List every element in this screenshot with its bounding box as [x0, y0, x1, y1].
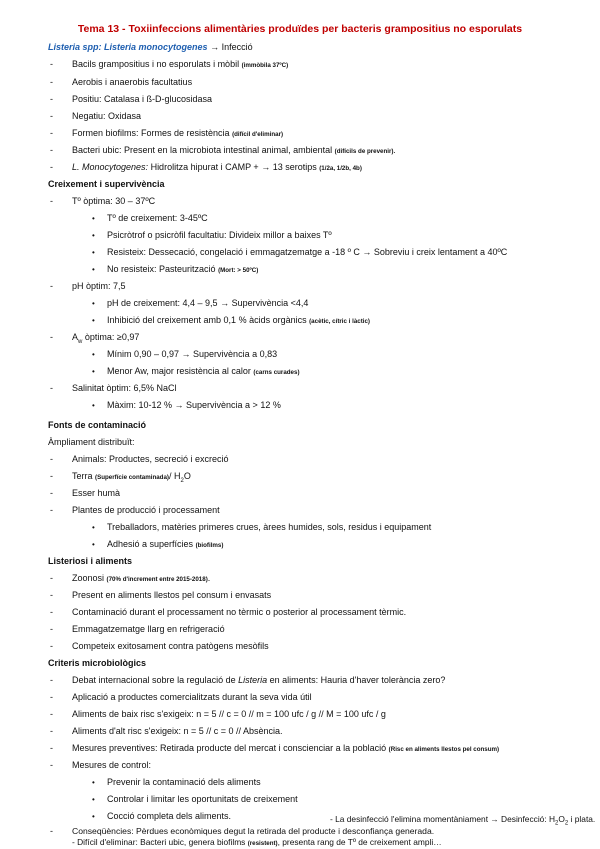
source-sub-item: Treballadors, matèries primeres crues, àrees humides, sols, residus i equipament — [107, 522, 432, 532]
dash-bullet: - — [50, 332, 53, 342]
intro-line — [48, 42, 253, 53]
trait-item: L. Monocytogenes: Hidrolitza hipurat i CAMP + → 13 serotips (1/2a, 1/2b, 4b) — [72, 162, 362, 172]
dash-bullet: - — [50, 128, 53, 138]
dash-bullet: - — [50, 743, 53, 753]
dot-bullet: • — [92, 299, 95, 308]
listeriosis-item: Present en aliments llestos pel consum i envasats — [72, 590, 272, 600]
source-item: Esser humà — [72, 488, 121, 498]
dot-bullet: • — [92, 265, 95, 274]
species-label: Listeria spp: Listeria monocytogenes — [48, 42, 208, 52]
listeriosis-item: Contaminació durant el processament no tèrmic o posterior al processament tèrmic. — [72, 607, 407, 617]
dash-bullet: - — [50, 726, 53, 736]
dash-bullet: - — [50, 607, 53, 617]
dash-bullet: - — [50, 454, 53, 464]
criteria-item: Aliments d'alt risc s'exigeix: n = 5 // c = 0 // Absència. — [72, 726, 283, 736]
aw-item: Mínim 0,90 – 0,97 → Supervivència a 0,83 — [107, 349, 278, 359]
trait-item: Bacils grampositius i no esporulats i mòbil (immòbila 37ºC) — [72, 59, 289, 69]
dash-bullet: - — [50, 111, 53, 121]
listeriosis-item: Competeix exitosament contra patògens mesòfils — [72, 641, 269, 651]
source-item: Animals: Productes, secreció i excreció — [72, 454, 229, 464]
salt-item: Màxim: 10-12 % → Supervivència a > 12 % — [107, 400, 281, 410]
dash-bullet: - — [50, 641, 53, 651]
dash-bullet: - — [50, 94, 53, 104]
dot-bullet: • — [92, 248, 95, 257]
dash-bullet: - — [50, 709, 53, 719]
criteria-item: Aplicació a productes comercialitzats durant la seva vida útil — [72, 692, 312, 702]
source-item: Terra (Superfície contaminada)/ $H_2O$ — [72, 471, 191, 484]
dash-bullet: - — [50, 590, 53, 600]
criteria-item: Aliments de baix risc s'exigeix: n = 5 // c = 0 // m = 100 ufc / g // M = 100 ufc / g — [72, 709, 386, 719]
growth-temp: Tº òptima: 30 – 37ºC — [72, 196, 156, 206]
temp-item: No resisteix: Pasteurització (Mort: > 50ºC) — [107, 264, 259, 274]
ph-item: pH de creixement: 4,4 – 9,5 → Supervivència <4,4 — [107, 298, 309, 308]
criteria-item: Mesures de control: — [72, 760, 152, 770]
listeriosis-item: Zoonosi (70% d'increment entre 2015-2018). — [72, 573, 211, 583]
dash-bullet: - — [50, 196, 53, 206]
criteria-final-item: - Difícil d'eliminar: Bacteri ubic, genera biofilms (resistent), presenta rang de Tº de creixement ampli… — [72, 837, 442, 847]
document-title: Tema 13 - Toxiinfeccions alimentàries produïdes per bacteris grampositius no esporulats — [77, 23, 523, 35]
trait-item: Bacteri ubic: Present en la microbiota intestinal animal, ambiental (difícils de prevenir). — [72, 145, 396, 155]
criteria-item: Debat internacional sobre la regulació de Listeria en aliments: Hauria d'haver tolerància zero? — [72, 675, 446, 685]
trait-item: Positiu: Catalasa i ß-D-glucosidasa — [72, 94, 213, 104]
temp-item: Psicròtrof o psicròfil facultatiu: Divideix millor a baixes Tº — [107, 230, 332, 240]
dash-bullet: - — [50, 145, 53, 155]
dot-bullet: • — [92, 401, 95, 410]
dot-bullet: • — [92, 812, 95, 821]
dot-bullet: • — [92, 540, 95, 549]
trait-item: Formen biofilms: Formes de resistència (difícil d'eliminar) — [72, 128, 284, 138]
section-heading-growth: Creixement i supervivència — [48, 179, 165, 189]
sources-intro: Àmpliament distribuït: — [48, 437, 135, 447]
growth-salt: Salinitat òptim: 6,5% NaCl — [72, 383, 177, 393]
dot-bullet: • — [92, 231, 95, 240]
dash-bullet: - — [50, 826, 53, 836]
criteria-item: Mesures preventives: Retirada producte del mercat i conscienciar a la població (Risc en aliments llestos pel consum) — [72, 743, 500, 753]
trait-item: Aerobis i anaerobis facultatius — [72, 77, 193, 87]
dot-bullet: • — [92, 778, 95, 787]
dash-bullet: - — [50, 675, 53, 685]
dash-bullet: - — [50, 760, 53, 770]
intro-after: Infecció — [221, 42, 253, 52]
growth-aw: $A_w$ òptima: ≥0,97 — [72, 332, 140, 345]
section-heading-sources: Fonts de contaminació — [48, 420, 147, 430]
trait-item: Negatiu: Oxidasa — [72, 111, 142, 121]
dot-bullet: • — [92, 523, 95, 532]
ph-item: Inhibició del creixement amb 0,1 % àcids orgànics (acètic, cítric i làctic) — [107, 315, 370, 325]
dash-bullet: - — [50, 281, 53, 291]
control-item: Cocció completa dels aliments. — [107, 811, 232, 821]
temp-item: Tº de creixement: 3-45ºC — [107, 213, 208, 223]
criteria-final-item: Conseqüències: Pèrdues econòmiques degut la retirada del producte i desconfiança generada. — [72, 826, 435, 836]
dot-bullet: • — [92, 316, 95, 325]
control-item: Prevenir la contaminació dels aliments — [107, 777, 261, 787]
dash-bullet: - — [50, 59, 53, 69]
dash-bullet: - — [50, 162, 53, 172]
dash-bullet: - — [50, 505, 53, 515]
aw-item: Menor Aw, major resistència al calor (carns curades) — [107, 366, 300, 376]
listeriosis-item: Emmagatzematge llarg en refrigeració — [72, 624, 225, 634]
growth-ph: pH òptim: 7,5 — [72, 281, 126, 291]
dash-bullet: - — [50, 77, 53, 87]
source-sub-item: Adhesió a superfícies (biofilms) — [107, 539, 224, 549]
dot-bullet: • — [92, 214, 95, 223]
dot-bullet: • — [92, 367, 95, 376]
dash-bullet: - — [50, 488, 53, 498]
dash-bullet: - — [50, 471, 53, 481]
temp-item: Resisteix: Dessecació, congelació i emmagatzematge a -18 º C → Sobreviu i creix lentament a 40ºC — [107, 247, 508, 257]
section-heading-criteria: Criteris microbiològics — [48, 658, 147, 668]
dot-bullet: • — [92, 795, 95, 804]
source-item: Plantes de producció i processament — [72, 505, 220, 515]
criteria-final-item: - La desinfecció l'elimina momentàniament → Desinfecció: $H_2O_2$ i plata. — [330, 814, 596, 827]
dash-bullet: - — [50, 624, 53, 634]
dash-bullet: - — [50, 383, 53, 393]
dash-bullet: - — [50, 573, 53, 583]
section-heading-listeriosis: Listeriosi i aliments — [48, 556, 133, 566]
dot-bullet: • — [92, 350, 95, 359]
control-item: Controlar i limitar les oportunitats de creixement — [107, 794, 298, 804]
arrow-icon: → — [210, 42, 220, 52]
dash-bullet: - — [50, 692, 53, 702]
